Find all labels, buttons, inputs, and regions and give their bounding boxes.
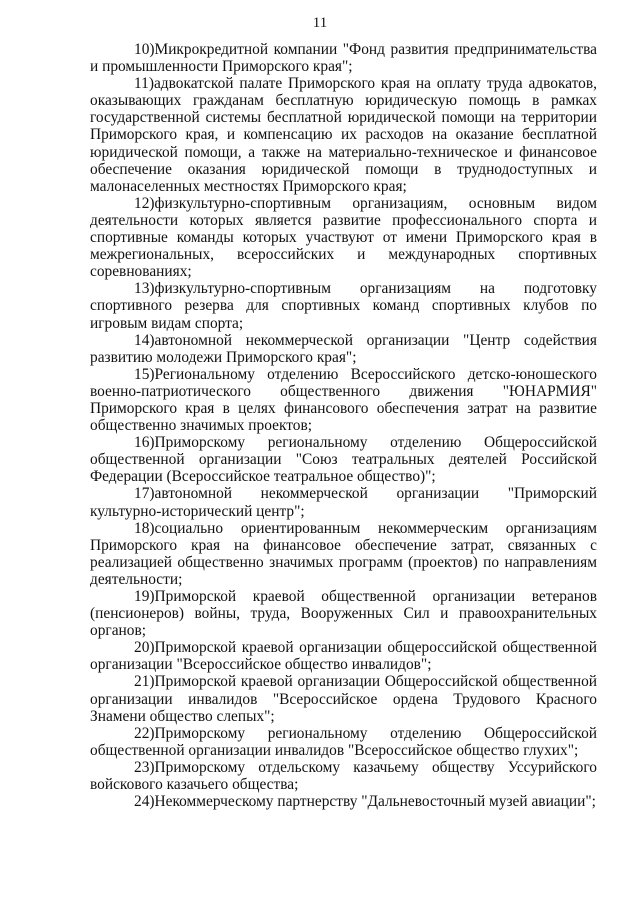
list-item-20: 20)Приморской краевой организации общероссийской общественной организации "Всероссийское общество инвалидов"; <box>90 639 597 674</box>
list-item-13: 13)физкультурно-спортивным организациям на подготовку спортивного резерва для спортивных команд спортивных клубов по игровым видам спорта; <box>90 280 597 332</box>
list-item-18: 18)социально ориентированным некоммерческим организациям Приморского края на финансовое обеспечение затрат, связанных с реализацией общественно значимых программ (проектов) по направлениям деятельности; <box>90 519 597 588</box>
list-item-22: 22)Приморскому региональному отделению Общероссийской общественной организации инвалидов "Всероссийское общество глухих"; <box>90 724 597 759</box>
list-item-12: 12)физкультурно-спортивным организациям, основным видом деятельности которых является развитие профессионального спорта и спортивные команды которых участвуют от имени Приморского края в межрегиональных, всероссийских и международных спортивных соревнованиях; <box>90 194 597 281</box>
list-item-17: 17)автономной некоммерческой организации "Приморский культурно-исторический центр"; <box>90 485 597 520</box>
document-body <box>90 41 597 810</box>
list-item-15: 15)Региональному отделению Всероссийского детско-юношеского военно-патриотического общественного движения "ЮНАРМИЯ" Приморского края в целях финансового обеспечения затрат на развитие общественно значимых проектов; <box>90 365 597 435</box>
list-item-11: 11)адвокатской палате Приморского края на оплату труда адвокатов, оказывающих гражданам бесплатную юридическую помощь в рамках государственной системы бесплатной юридической помощи на территории Приморского края, и компенсацию их расходов на оказание бесплатной юридической помощи, а также на материально-техническое и финансовое обеспечение оказания юридической помощи в труднодоступных и малонаселенных местностях Приморского края; <box>90 75 597 195</box>
list-item-19: 19)Приморской краевой общественной организации ветеранов (пенсионеров) войны, труда, Вооруженных Сил и правоохранительных органов; <box>90 588 597 640</box>
page-number: 11 <box>312 15 328 31</box>
list-item-16: 16)Приморскому региональному отделению Общероссийской общественной организации "Союз театральных деятелей Российской Федерации (Всероссийское театральное общество)"; <box>90 434 597 486</box>
list-item-10: 10)Микрокредитной компании "Фонд развития предпринимательства и промышленности Приморского края"; <box>90 41 597 76</box>
list-item-24: 24)Некоммерческому партнерству "Дальневосточный музей авиации"; <box>134 793 596 811</box>
list-item-21: 21)Приморской краевой организации Общероссийской общественной организации инвалидов "Всероссийское ордена Трудового Красного Знамени общество слепых"; <box>90 673 597 725</box>
list-item-23: 23)Приморскому отдельскому казачьему обществу Уссурийского войскового казачьего общества; <box>90 758 597 794</box>
list-item-14: 14)автономной некоммерческой организации "Центр содействия развитию молодежи Приморского края"; <box>90 331 597 366</box>
